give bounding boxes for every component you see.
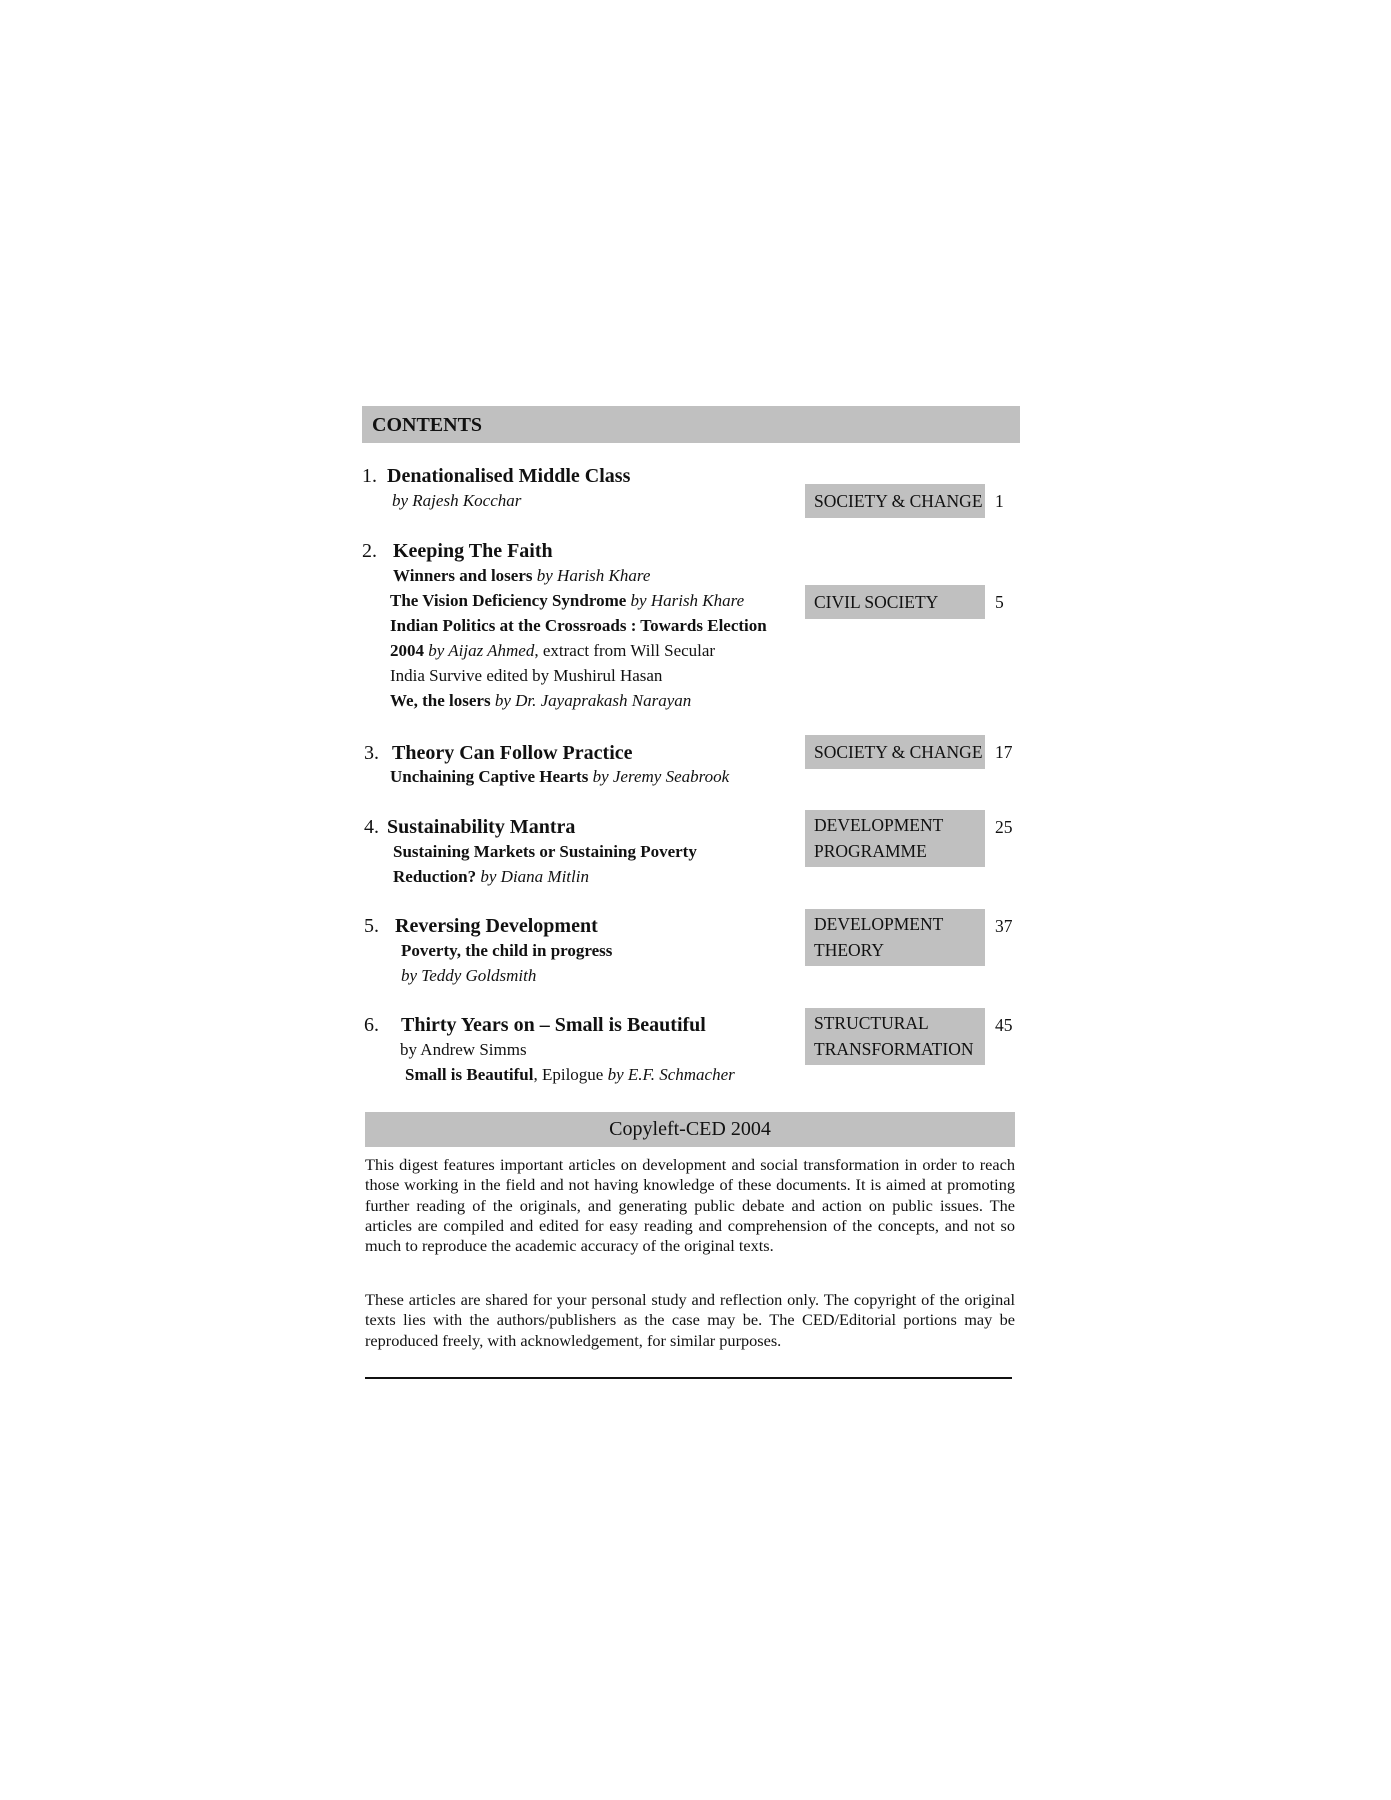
article-line [401, 966, 536, 986]
section-tag-line: STRUCTURAL [814, 1013, 929, 1033]
article-author: by Diana Mitlin [476, 867, 589, 886]
section-tag-line: PROGRAMME [814, 841, 927, 861]
article-author: by E.F. Schmacher [607, 1065, 735, 1084]
entry-number: 2. [362, 540, 377, 562]
section-tag [805, 585, 985, 619]
article-title: The Vision Deficiency Syndrome [390, 591, 627, 610]
article-title: Reduction? [393, 867, 477, 886]
entry-number: 1. [362, 465, 377, 487]
article-author: by Dr. Jayaprakash Narayan [490, 691, 692, 710]
entry-byline: by Rajesh Kocchar [392, 491, 522, 510]
page-number: 37 [995, 916, 1013, 936]
entry-number: 4. [364, 816, 379, 838]
article-line [393, 842, 697, 862]
article-author: by Aijaz Ahmed [424, 641, 535, 660]
article-note: , Epilogue [533, 1065, 608, 1084]
entry-title: Sustainability Mantra [387, 816, 576, 838]
article-title: Poverty, the child in progress [401, 941, 613, 960]
section-tag-line: DEVELOPMENT [814, 914, 944, 934]
article-line [405, 1065, 735, 1085]
copyright-paragraph: These articles are shared for your personal study and reflection only. The copyright of the original texts lies with the authors/publishers as the case may be. The CED/Editorial portions may be reproduced freely, with acknowledgement, for similar purposes. [365, 1290, 1015, 1350]
article-title: Winners and losers [393, 566, 533, 585]
article-note: India Survive edited by Mushirul Hasan [390, 666, 663, 685]
entry-title: Denationalised Middle Class [387, 465, 631, 487]
page-number: 25 [995, 817, 1013, 837]
page-number: 45 [995, 1015, 1013, 1035]
intro-paragraph: This digest features important articles on development and social transformation in order to reach those working in the field and not having knowledge of these documents. It is aimed at promoting further reading of the originals, and generating public debate and action on public issues. The articles are compiled and edited for easy reading and comprehension of the concepts, and not so much to reproduce the academic accuracy of the original texts. [365, 1155, 1015, 1256]
section-tag-line: TRANSFORMATION [814, 1039, 974, 1059]
section-tag-line: THEORY [814, 940, 884, 960]
entry-title: Reversing Development [395, 915, 598, 937]
section-tag [805, 484, 985, 518]
article-note: , extract from Will Secular [534, 641, 716, 660]
article-title: Unchaining Captive Hearts [390, 767, 589, 786]
article-line [390, 767, 729, 787]
entry-number: 3. [364, 742, 379, 764]
article-line [390, 691, 691, 711]
section-tag-line: SOCIETY & CHANGE [814, 491, 983, 511]
article-title: Small is Beautiful [405, 1065, 534, 1084]
article-author: by Harish Khare [626, 591, 745, 610]
section-tag-line: DEVELOPMENT [814, 815, 944, 835]
bottom-divider [365, 1377, 1012, 1379]
entry-title: Theory Can Follow Practice [392, 742, 633, 764]
entry-number: 5. [364, 915, 379, 937]
section-tag [805, 735, 985, 769]
article-title: Sustaining Markets or Sustaining Poverty [393, 842, 697, 861]
copyleft-banner: Copyleft-CED 2004 [365, 1112, 1015, 1147]
section-tag-line: SOCIETY & CHANGE [814, 742, 983, 762]
article-author: by Teddy Goldsmith [401, 966, 537, 985]
section-tag-line: CIVIL SOCIETY [814, 592, 939, 612]
article-line [401, 941, 612, 961]
section-tag [805, 1008, 985, 1065]
article-author: by Jeremy Seabrook [588, 767, 730, 786]
article-line [390, 616, 767, 636]
entry-title: Thirty Years on – Small is Beautiful [401, 1014, 706, 1036]
article-author: by Andrew Simms [400, 1040, 527, 1059]
section-tag [805, 810, 985, 867]
page-number: 5 [995, 592, 1004, 612]
article-title: 2004 [390, 641, 424, 660]
contents-heading: CONTENTS [362, 406, 1020, 443]
article-title: We, the losers [390, 691, 491, 710]
article-line [390, 591, 744, 611]
article-line [393, 867, 589, 887]
page-number: 1 [995, 491, 1004, 511]
section-tag [805, 909, 985, 966]
article-title: Indian Politics at the Crossroads : Towards Election [390, 616, 767, 635]
article-author: by Harish Khare [532, 566, 651, 585]
page-number: 17 [995, 742, 1013, 762]
article-line [390, 666, 662, 686]
entry-title: Keeping The Faith [393, 540, 553, 562]
article-line [400, 1040, 527, 1060]
article-line [393, 566, 650, 586]
entry-number: 6. [364, 1014, 379, 1036]
article-line [390, 641, 715, 661]
